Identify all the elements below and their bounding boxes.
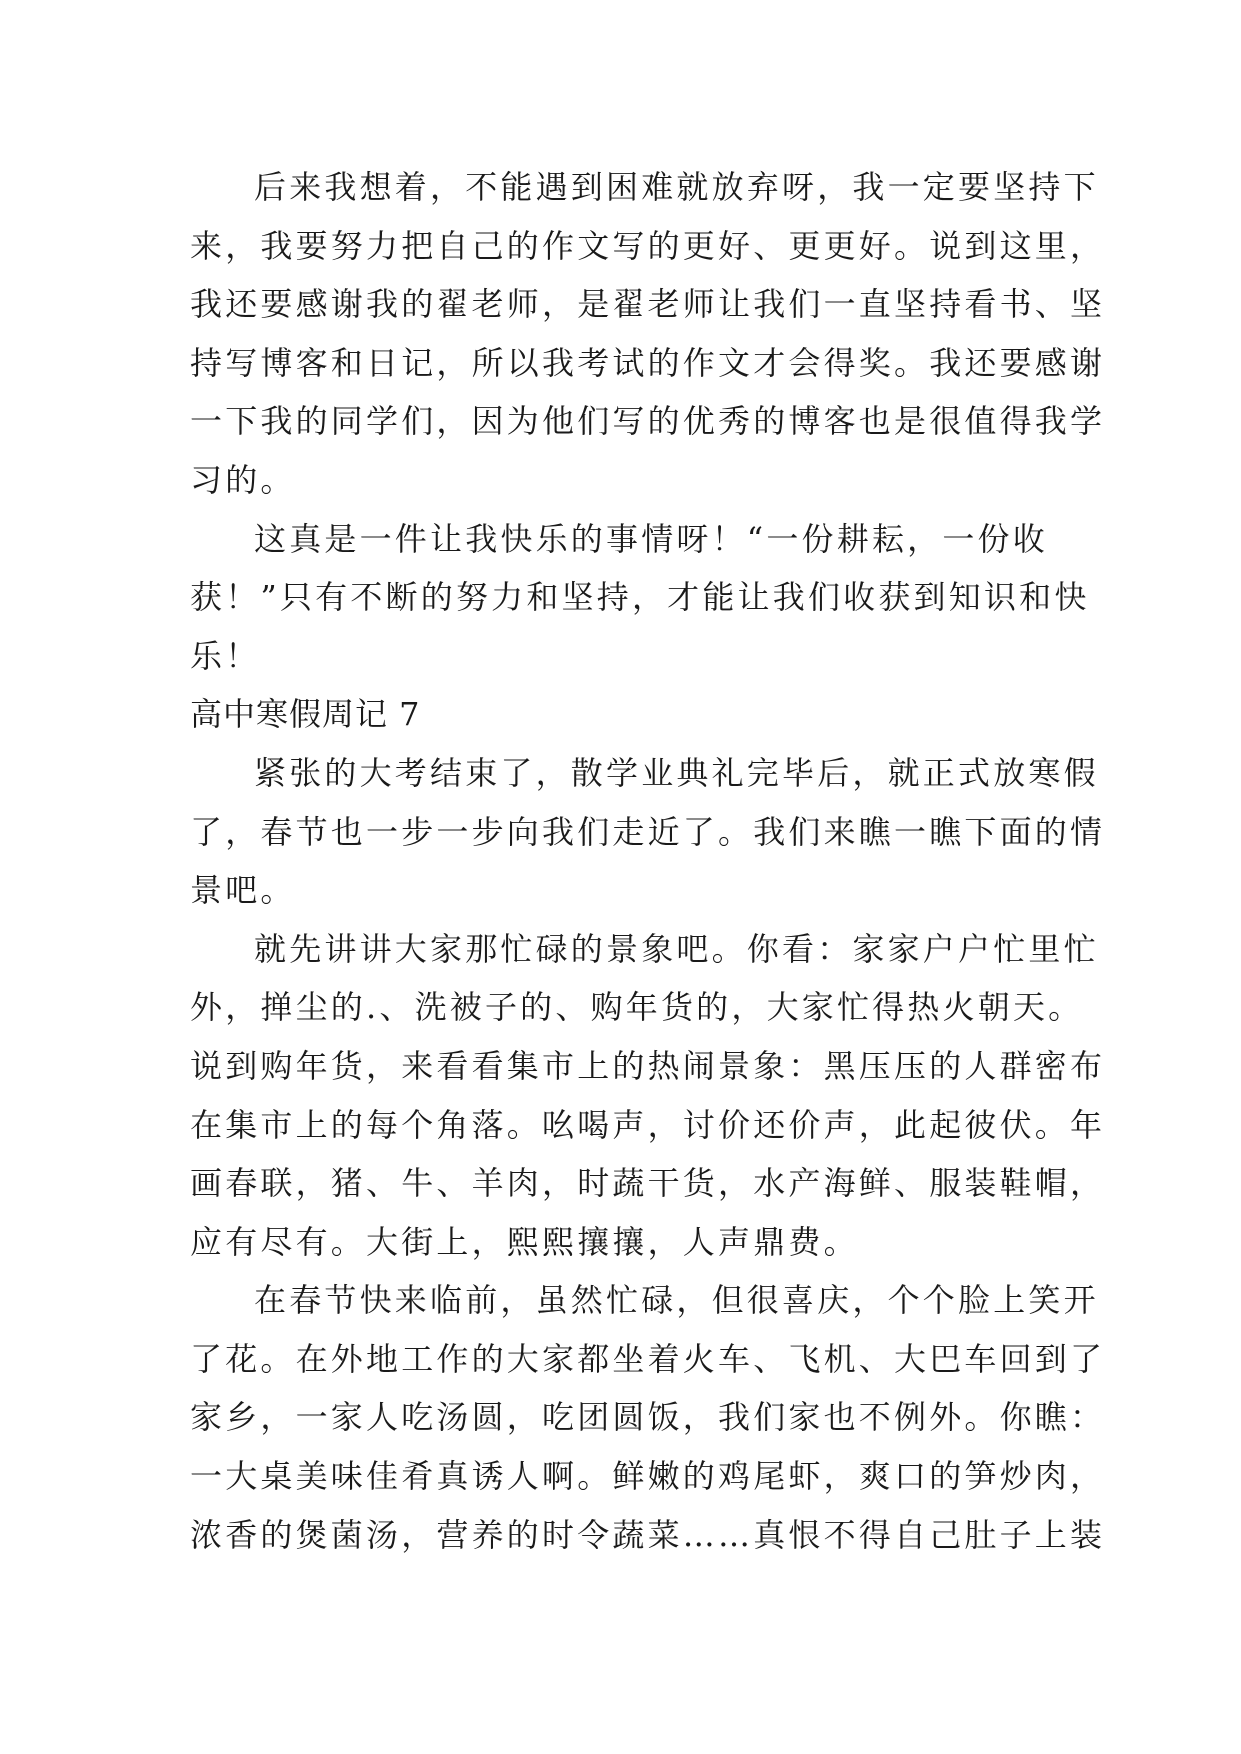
text-line: 说到购年货，来看看集市上的热闹景象：黑压压的人群密布 xyxy=(190,1046,1106,1085)
text-line: 了，春节也一步一步向我们走近了。我们来瞧一瞧下面的情 xyxy=(190,812,1106,851)
text-line: 浓香的煲菌汤，营养的时令蔬菜……真恨不得自己肚子上装 xyxy=(190,1515,1106,1554)
document-body xyxy=(190,158,1106,1564)
text-line: 来，我要努力把自己的作文写的更好、更更好。说到这里， xyxy=(190,226,1106,265)
text-line: 我还要感谢我的翟老师，是翟老师让我们一直坚持看书、坚 xyxy=(190,285,1106,324)
text-line: 应有尽有。大街上，熙熙攘攘，人声鼎费。 xyxy=(190,1222,859,1261)
text-line: 一大桌美味佳肴真诱人啊。鲜嫩的鸡尾虾，爽口的笋炒肉， xyxy=(190,1457,1106,1496)
text-line: 乐！ xyxy=(190,636,261,675)
text-line: 外，掸尘的.、洗被子的、购年货的，大家忙得热火朝天。 xyxy=(190,988,1084,1027)
section-heading: 高中寒假周记 7 xyxy=(190,695,421,734)
text-line: 了花。在外地工作的大家都坐着火车、飞机、大巴车回到了 xyxy=(190,1339,1106,1378)
text-line: 持写博客和日记，所以我考试的作文才会得奖。我还要感谢 xyxy=(190,343,1106,382)
text-line: 画春联，猪、牛、羊肉，时蔬干货，水产海鲜、服装鞋帽， xyxy=(190,1164,1106,1203)
text-line: 在春节快来临前，虽然忙碌，但很喜庆，个个脸上笑开 xyxy=(254,1281,1099,1320)
text-line: 一下我的同学们，因为他们写的优秀的博客也是很值得我学 xyxy=(190,402,1106,441)
text-line: 获！”只有不断的努力和坚持，才能让我们收获到知识和快 xyxy=(190,578,1090,617)
text-line: 紧张的大考结束了，散学业典礼完毕后，就正式放寒假 xyxy=(254,753,1099,792)
text-line: 就先讲讲大家那忙碌的景象吧。你看：家家户户忙里忙 xyxy=(254,929,1099,968)
text-line: 家乡，一家人吃汤圆，吃团圆饭，我们家也不例外。你瞧： xyxy=(190,1398,1106,1437)
text-line: 这真是一件让我快乐的事情呀！“一份耕耘，一份收 xyxy=(254,519,1048,558)
text-line: 景吧。 xyxy=(190,871,296,910)
text-line: 后来我想着，不能遇到困难就放弃呀，我一定要坚持下 xyxy=(254,168,1099,206)
text-line: 在集市上的每个角落。吆喝声，讨价还价声，此起彼伏。年 xyxy=(190,1105,1106,1144)
text-line: 习的。 xyxy=(190,460,296,499)
